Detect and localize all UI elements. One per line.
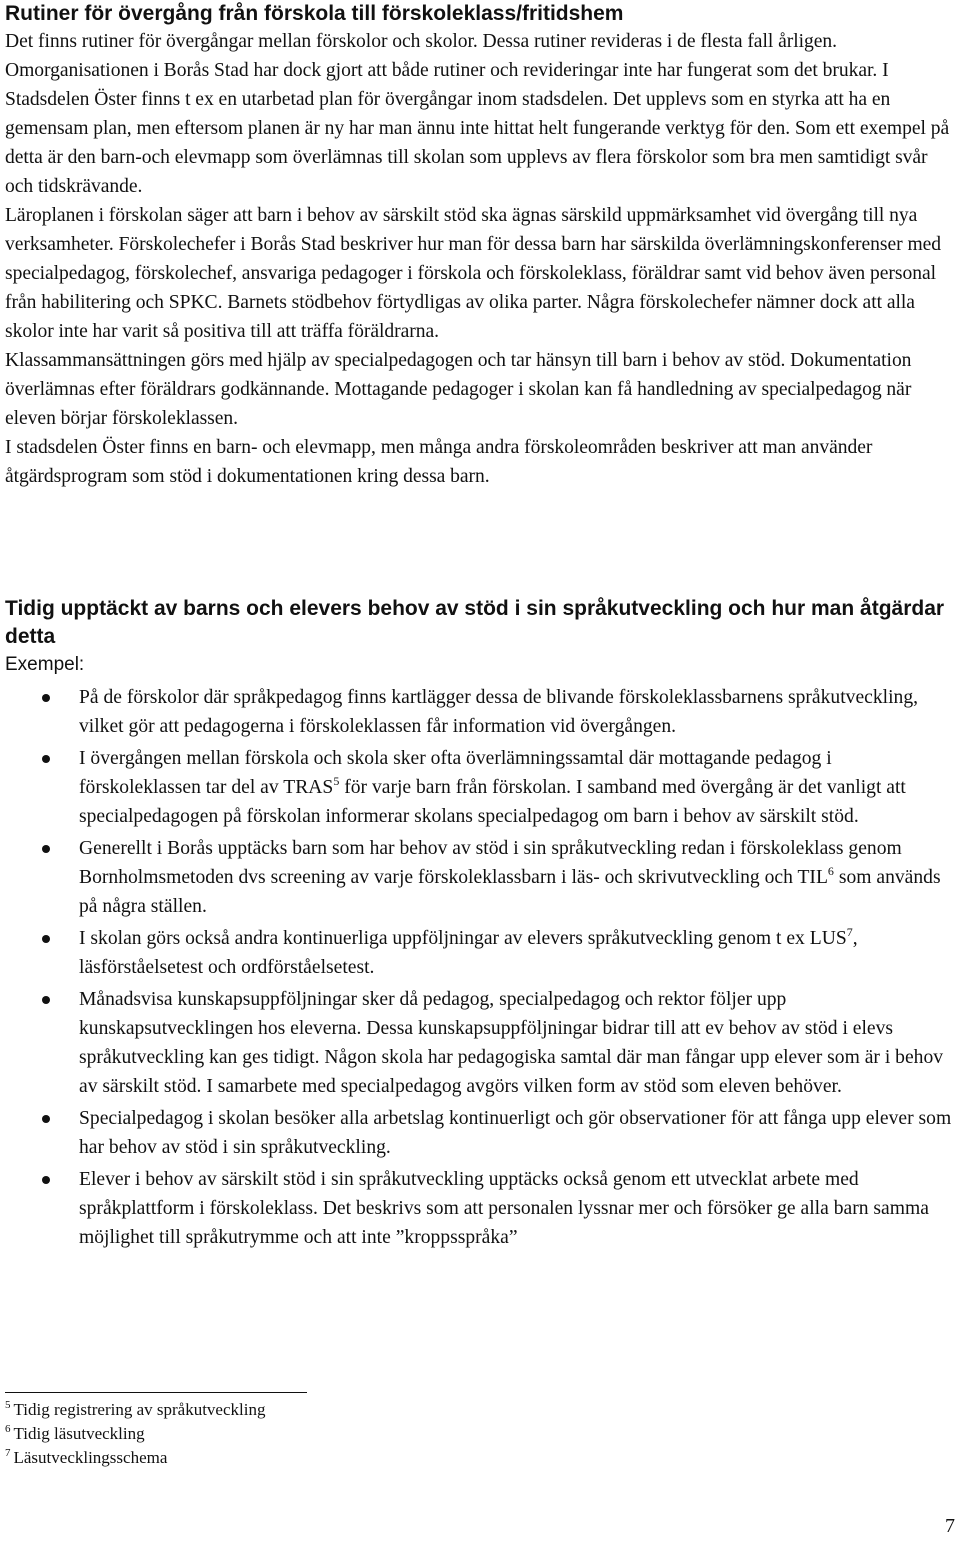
bullet-icon: [42, 1115, 50, 1123]
footnote-text: Tidig registrering av språkutveckling: [13, 1400, 266, 1419]
page-number: 7: [945, 1515, 955, 1537]
footnote-ref: 5: [333, 774, 340, 788]
paragraph: Klassammansättningen görs med hjälp av specialpedagogen och tar hänsyn till barn i behov av stöd. Dokumentation överlämnas efter föräldrars godkännande. Mottagande pedagoger i skolan kan få handledning av specialpedagog när eleven börjar förskoleklassen.: [5, 350, 912, 429]
list-item-text: Generellt i Borås upptäcks barn som har behov av stöd i sin språkutveckling redan i förskoleklass genom Bornholmsmetoden dvs screening av varje förskoleklassbarn i läs- och skrivutveckling och TIL: [79, 838, 902, 888]
list-item-text: för varje barn från förskolan. I samband med övergång är det vanligt att specialpedagogen på förskolan informerar skolans specialpedagog om barn i behov av särskilt stöd.: [79, 777, 906, 827]
list-item-text: På de förskolor där språkpedagog finns kartlägger dessa de blivande förskoleklassbarnens språkutveckling, vilket gör att pedagogerna i förskoleklassen får information vid övergången.: [79, 687, 919, 737]
bullet-icon: [42, 996, 50, 1004]
paragraph: Läroplanen i förskolan säger att barn i behov av särskilt stöd ska ägnas särskild uppmärksamhet vid övergång till nya verksamheter. Förskolechefer i Borås Stad beskriver hur man för dessa barn har särskilda överlämningskonferenser med specialpedagog, förskolechef, ansvariga pedagoger i förskola och förskoleklass, föräldrar samt vid behov även personal från habilitering och SPKC. Barnets stödbehov förtydligas av olika parter. Några förskolechefer nämner dock att alla skolor inte har varit så positiva till att träffa föräldrarna.: [5, 205, 942, 342]
list-item-text: som används på några ställen.: [79, 867, 941, 917]
paragraph: Det finns rutiner för övergångar mellan förskolor och skolor. Dessa rutiner revideras i de flesta fall årligen. Omorganisationen i Borås Stad har dock gjort att både rutiner och revideringar inte har fungerat som det brukar. I Stadsdelen Öster finns t ex en utarbetad plan för övergångar inom stadsdelen. Det upplevs som en styrka att ha en gemensam plan, men eftersom planen är ny har man ännu inte hittat helt fungerande verktyg för den. Som ett exempel på detta är den barn-och elevmapp som överlämnas till skolan som upplevs av flera förskolor som bra men samtidigt svår och tidskrävande.: [5, 31, 950, 197]
list-item-text: I skolan görs också andra kontinuerliga uppföljningar av elevers språkutveckling genom t ex LUS: [79, 928, 847, 949]
list-item-text: Månadsvisa kunskapsuppföljningar sker då pedagog, specialpedagog och rektor följer upp kunskapsutvecklingen hos eleverna. Dessa kunskapsuppföljningar bidrar till att ev behov av stöd i elevs språkutveckling kan ges tidigt. Någon skola har pedagogiska samtal där man fångar upp elever som är i behov av särskilt stöd. I samarbete med specialpedagog avgörs vilken form av stöd som eleven behöver.: [79, 989, 944, 1097]
bullet-icon: [42, 935, 50, 943]
bullet-icon: [42, 694, 50, 702]
footnote-text: Läsutvecklingsschema: [13, 1448, 168, 1467]
list-item: [5, 1104, 955, 1162]
footnote-ref: 7: [846, 925, 853, 939]
footnote-number: 7: [5, 1447, 11, 1459]
list-item-text: Elever i behov av särskilt stöd i sin språkutveckling upptäcks också genom ett utvecklat arbete med språkplattform i förskoleklass. Det beskrivs som att personalen lyssnar mer och försöker ge alla barn samma möjlighet till språkutrymme och att inte ”kroppsspråka”: [79, 1169, 929, 1248]
document-page: [5, 0, 955, 1255]
footnote-text: Tidig läsutveckling: [13, 1424, 145, 1443]
list-item: [5, 683, 955, 741]
footnotes: [5, 1392, 605, 1470]
bullet-icon: [42, 1176, 50, 1184]
bullet-icon: [42, 845, 50, 853]
section-early-detection: [5, 545, 955, 1252]
list-item-text: Specialpedagog i skolan besöker alla arbetslag kontinuerligt och gör observationer för att fånga upp elever som har behov av stöd i sin språkutveckling.: [79, 1108, 952, 1158]
bullet-icon: [42, 755, 50, 763]
footnote-divider: [5, 1392, 307, 1393]
footnote-ref: 6: [827, 864, 834, 878]
section-heading: Rutiner för övergång från förskola till förskoleklass/fritidshem: [5, 2, 624, 25]
footnote: [5, 1446, 605, 1470]
example-label: Exempel:: [5, 654, 85, 675]
list-item: [5, 1165, 955, 1252]
section-transition-routines: [5, 0, 955, 545]
footnote: [5, 1398, 605, 1422]
list-item-text: , läsförståelsetest och ordförståelsetest.: [79, 928, 858, 978]
list-item: [5, 744, 955, 831]
paragraph: I stadsdelen Öster finns en barn- och elevmapp, men många andra förskoleområden beskriver att man använder åtgärdsprogram som stöd i dokumentationen kring dessa barn.: [5, 437, 873, 487]
footnote-number: 5: [5, 1399, 11, 1411]
section-heading: Tidig upptäckt av barns och elevers behov av stöd i sin språkutveckling och hur man åtgärdar detta: [5, 597, 945, 648]
footnote-number: 6: [5, 1423, 11, 1435]
list-item: [5, 924, 955, 982]
bullet-list: [5, 683, 955, 1252]
list-item: [5, 985, 955, 1101]
list-item-text: I övergången mellan förskola och skola sker ofta överlämningssamtal där mottagande pedagog i förskoleklassen tar del av TRAS: [79, 748, 832, 798]
list-item: [5, 834, 955, 921]
footnote: [5, 1422, 605, 1446]
